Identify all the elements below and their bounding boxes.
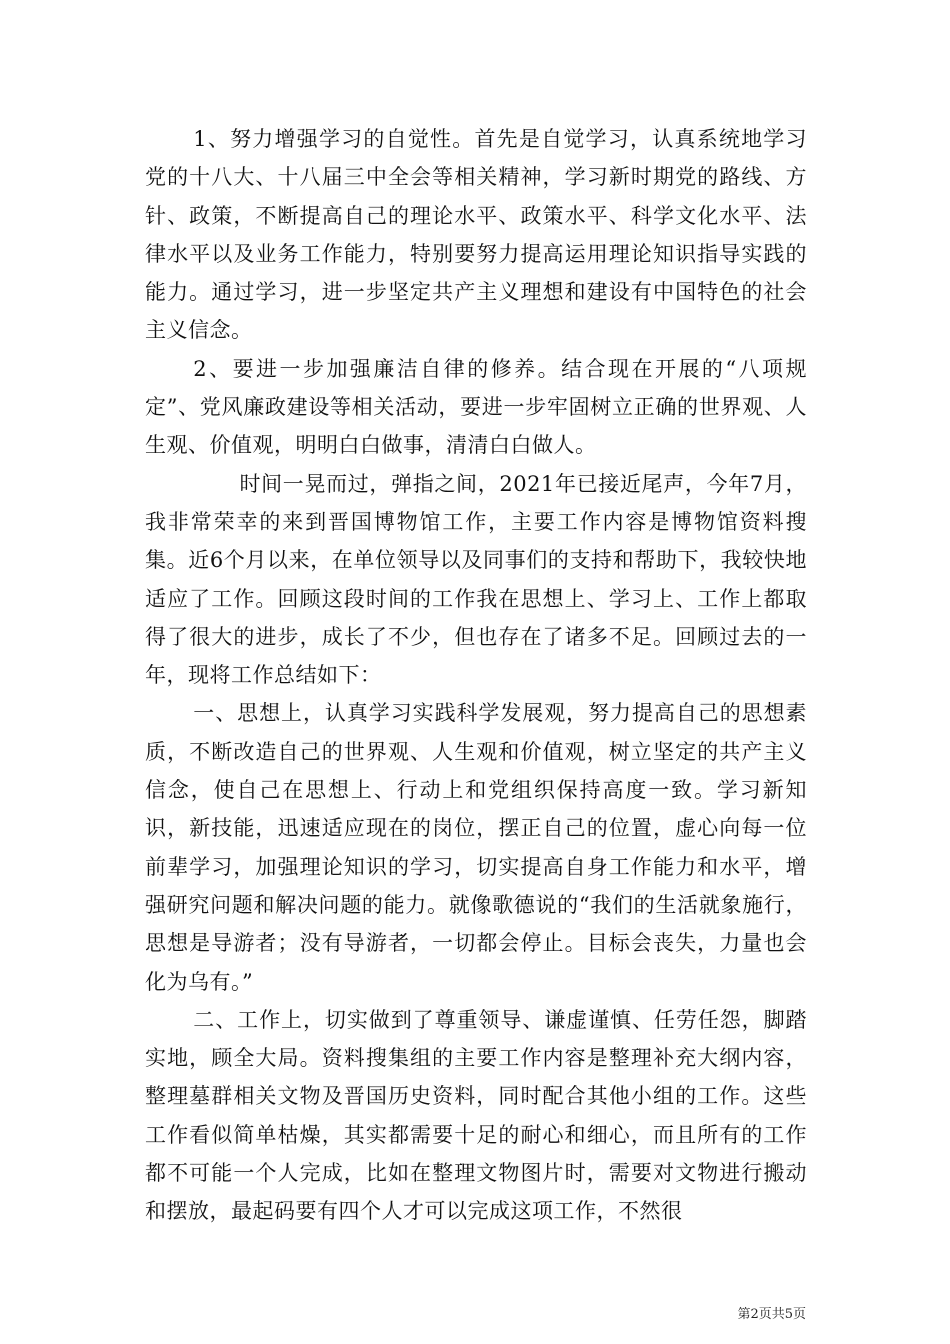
- paragraph-ideology: 一、思想上，认真学习实践科学发展观，努力提高自己的思想素质，不断改造自己的世界观、人生观和价值观，树立坚定的共产主义信念，使自己在思想上、行动上和党组织保持高度一致。学习新知识，新技能，迅速适应现在的岗位，摆正自己的位置，虚心向每一位前辈学习，加强理论知识的学习，切实提高自身工作能力和水平，增强研究问题和解决问题的能力。就像歌德说的“我们的生活就象施行，思想是导游者；没有导游者，一切都会停止。目标会丧失，力量也会化为乌有。”: [145, 701, 807, 994]
- document-body: [145, 120, 807, 1231]
- page-number-footer: 第2页共5页: [737, 1307, 806, 1322]
- paragraph-integrity: 2、要进一步加强廉洁自律的修养。结合现在开展的“八项规定”、党风廉政建设等相关活动，要进一步牢固树立正确的世界观、人生观、价值观，明明白白做事，清清白白做人。: [145, 356, 807, 458]
- paragraph-introduction: 时间一晃而过，弹指之间，2021年已接近尾声，今年7月，我非常荣幸的来到晋国博物馆工作，主要工作内容是博物馆资料搜集。近6个月以来，在单位领导以及同事们的支持和帮助下，我较快地适应了工作。回顾这段时间的工作我在思想上、学习上、工作上都取得了很大的进步，成长了不少，但也存在了诸多不足。回顾过去的一年，现将工作总结如下：: [145, 471, 807, 688]
- paragraph-self-study: 1、努力增强学习的自觉性。首先是自觉学习，认真系统地学习党的十八大、十八届三中全会等相关精神，学习新时期党的路线、方针、政策，不断提高自己的理论水平、政策水平、科学文化水平、法律水平以及业务工作能力，特别要努力提高运用理论知识指导实践的能力。通过学习，进一步坚定共产主义理想和建设有中国特色的社会主义信念。: [145, 127, 807, 343]
- paragraph-work: 二、工作上，切实做到了尊重领导、谦虚谨慎、任劳任怨，脚踏实地，顾全大局。资料搜集组的主要工作内容是整理补充大纲内容，整理墓群相关文物及晋国历史资料，同时配合其他小组的工作。这些工作看似简单枯燥，其实都需要十足的耐心和细心，而且所有的工作都不可能一个人完成，比如在整理文物图片时，需要对文物进行搬动和摆放，最起码要有四个人才可以完成这项工作，不然很: [145, 1007, 807, 1224]
